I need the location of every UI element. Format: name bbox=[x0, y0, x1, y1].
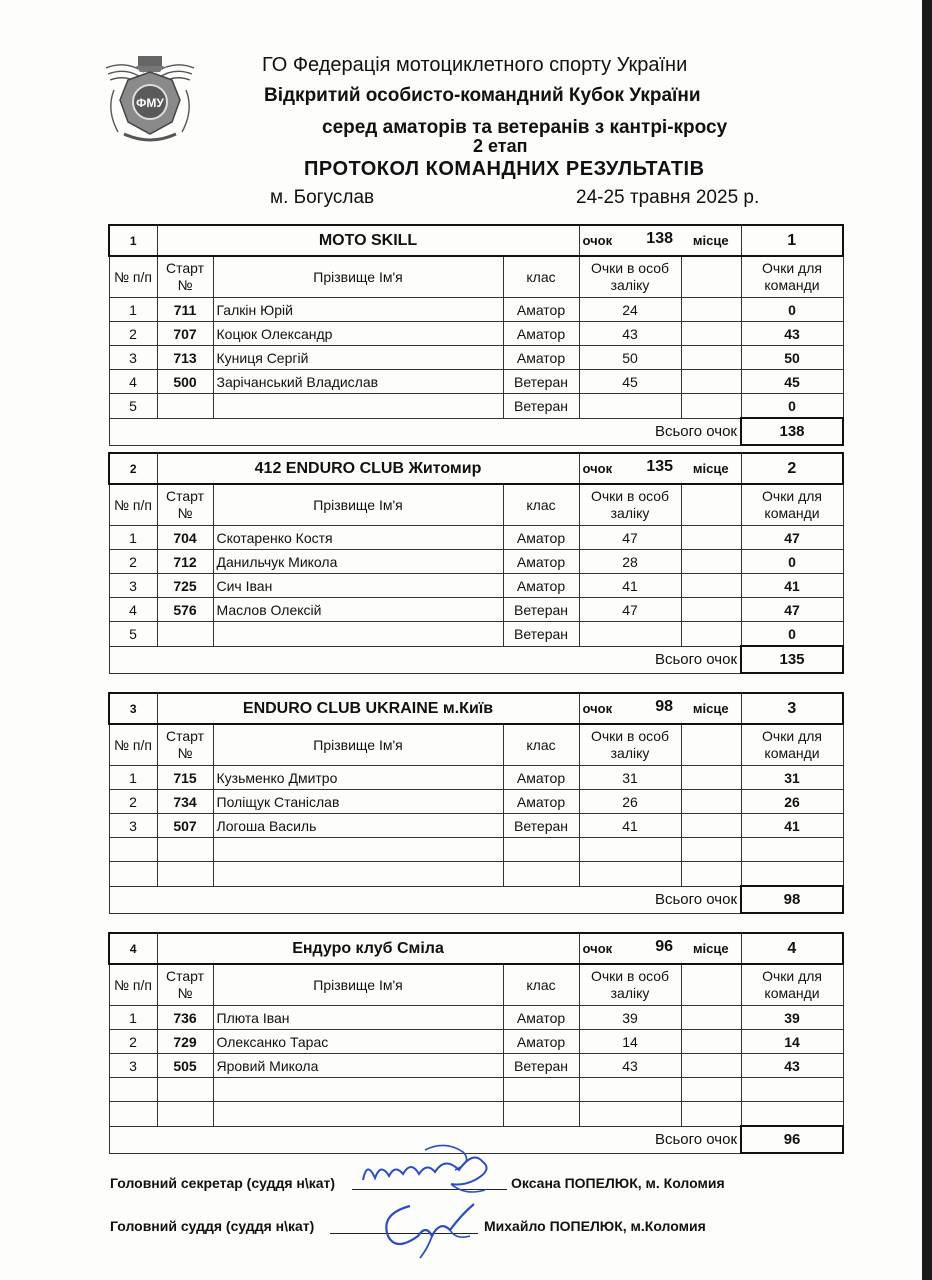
row-number: 1 bbox=[109, 1006, 157, 1030]
team-table bbox=[108, 692, 844, 914]
table-row bbox=[109, 1078, 843, 1102]
points-label: очок bbox=[582, 233, 613, 248]
col-number-header: № п/п bbox=[109, 484, 157, 526]
total-label: Всього очок bbox=[109, 1126, 741, 1153]
start-number: 704 bbox=[157, 526, 213, 550]
start-number: 729 bbox=[157, 1030, 213, 1054]
team-points-cell: 0 bbox=[741, 550, 843, 574]
rider-class: Ветеран bbox=[503, 394, 579, 419]
col-number-header: № п/п bbox=[109, 256, 157, 298]
table-row bbox=[109, 370, 843, 394]
rider-name: Логоша Василь bbox=[213, 814, 503, 838]
col-empty-header bbox=[681, 964, 741, 1006]
rider-class: Ветеран bbox=[503, 598, 579, 622]
team-points-cell bbox=[741, 862, 843, 887]
team-name: 412 ENDURO CLUB Житомир bbox=[157, 453, 579, 484]
individual-points: 47 bbox=[579, 598, 681, 622]
rider-name bbox=[213, 838, 503, 862]
col-class-header: клас bbox=[503, 256, 579, 298]
table-row bbox=[109, 394, 843, 419]
start-number: 712 bbox=[157, 550, 213, 574]
col-empty-header bbox=[681, 256, 741, 298]
row-number: 3 bbox=[109, 814, 157, 838]
empty-cell bbox=[681, 790, 741, 814]
start-number bbox=[157, 1102, 213, 1127]
row-number: 2 bbox=[109, 1030, 157, 1054]
team-points-cell: 14 bbox=[741, 1030, 843, 1054]
rider-name: Скотаренко Костя bbox=[213, 526, 503, 550]
table-row bbox=[109, 814, 843, 838]
individual-points bbox=[579, 1102, 681, 1127]
total-label: Всього очок bbox=[109, 418, 741, 445]
row-number: 2 bbox=[109, 322, 157, 346]
table-row bbox=[109, 766, 843, 790]
col-empty-header bbox=[681, 724, 741, 766]
rider-name: Галкін Юрій bbox=[213, 298, 503, 322]
start-number bbox=[157, 1078, 213, 1102]
start-number: 736 bbox=[157, 1006, 213, 1030]
team-total: 96 bbox=[741, 1126, 843, 1153]
rider-name: Яровий Микола bbox=[213, 1054, 503, 1078]
team-points-cell: 41 bbox=[741, 814, 843, 838]
team-name: Ендуро клуб Сміла bbox=[157, 933, 579, 964]
empty-cell bbox=[681, 622, 741, 647]
team-points-cell: 41 bbox=[741, 574, 843, 598]
team-points-cell: 31 bbox=[741, 766, 843, 790]
row-number: 5 bbox=[109, 622, 157, 647]
team-points-cell: 26 bbox=[741, 790, 843, 814]
rider-class: Ветеран bbox=[503, 1054, 579, 1078]
rider-class: Аматор bbox=[503, 346, 579, 370]
team-points: 96 bbox=[655, 938, 674, 955]
team-points-cell: 0 bbox=[741, 394, 843, 419]
individual-points: 31 bbox=[579, 766, 681, 790]
rider-class: Аматор bbox=[503, 574, 579, 598]
stage-label: 2 етап bbox=[473, 136, 528, 156]
col-name-header: Прізвище Ім'я bbox=[213, 724, 503, 766]
team-name: MOTO SKILL bbox=[157, 225, 579, 256]
team-number: 3 bbox=[109, 693, 157, 724]
rider-class: Ветеран bbox=[503, 814, 579, 838]
rider-class: Аматор bbox=[503, 298, 579, 322]
start-number: 734 bbox=[157, 790, 213, 814]
table-row bbox=[109, 346, 843, 370]
row-number bbox=[109, 1078, 157, 1102]
team-total: 98 bbox=[741, 886, 843, 913]
rider-name: Плюта Іван bbox=[213, 1006, 503, 1030]
col-name-header: Прізвище Ім'я bbox=[213, 484, 503, 526]
rider-class: Аматор bbox=[503, 526, 579, 550]
federation-logo bbox=[100, 50, 200, 146]
start-number bbox=[157, 622, 213, 647]
start-number: 707 bbox=[157, 322, 213, 346]
secretary-name: Оксана ПОПЕЛЮК, м. Коломия bbox=[511, 1175, 725, 1191]
team-place: 2 bbox=[741, 453, 843, 484]
start-number: 576 bbox=[157, 598, 213, 622]
rider-name bbox=[213, 862, 503, 887]
team-points: 98 bbox=[655, 698, 674, 715]
rider-name: Олексанко Тарас bbox=[213, 1030, 503, 1054]
team-points-cell bbox=[741, 838, 843, 862]
empty-cell bbox=[681, 322, 741, 346]
table-row bbox=[109, 298, 843, 322]
empty-cell bbox=[681, 598, 741, 622]
empty-cell bbox=[681, 370, 741, 394]
points-label: очок bbox=[582, 941, 613, 956]
total-label: Всього очок bbox=[109, 646, 741, 673]
empty-cell bbox=[681, 346, 741, 370]
team-points-cell bbox=[741, 1078, 843, 1102]
row-number: 2 bbox=[109, 790, 157, 814]
table-row bbox=[109, 862, 843, 887]
individual-points: 47 bbox=[579, 526, 681, 550]
team-name: ENDURO CLUB UKRAINE м.Київ bbox=[157, 693, 579, 724]
individual-points: 50 bbox=[579, 346, 681, 370]
individual-points: 41 bbox=[579, 574, 681, 598]
empty-cell bbox=[681, 574, 741, 598]
rider-name bbox=[213, 394, 503, 419]
team-number: 4 bbox=[109, 933, 157, 964]
start-number bbox=[157, 394, 213, 419]
team-total: 135 bbox=[741, 646, 843, 673]
empty-cell bbox=[681, 1054, 741, 1078]
team-points-cell: 43 bbox=[741, 1054, 843, 1078]
team-points-cell: 50 bbox=[741, 346, 843, 370]
event-city: м. Богуслав bbox=[270, 187, 375, 208]
rider-name bbox=[213, 1102, 503, 1127]
event-dates: 24-25 травня 2025 р. bbox=[576, 187, 760, 208]
rider-name: Зарічанський Владислав bbox=[213, 370, 503, 394]
rider-class: Аматор bbox=[503, 1030, 579, 1054]
judge-signature bbox=[370, 1196, 490, 1260]
col-class-header: клас bbox=[503, 724, 579, 766]
rider-class: Аматор bbox=[503, 790, 579, 814]
individual-points: 24 bbox=[579, 298, 681, 322]
team-points-cell bbox=[741, 1102, 843, 1127]
start-number: 711 bbox=[157, 298, 213, 322]
team-table bbox=[108, 932, 844, 1154]
org-name: ГО Федерація мотоциклетного спорту України bbox=[262, 54, 688, 76]
start-number bbox=[157, 862, 213, 887]
points-label: очок bbox=[582, 461, 613, 476]
scan-edge bbox=[922, 0, 932, 1280]
team-total: 138 bbox=[741, 418, 843, 445]
col-team-header: Очки для команди bbox=[741, 256, 843, 298]
start-number: 500 bbox=[157, 370, 213, 394]
rider-class: Ветеран bbox=[503, 370, 579, 394]
col-start-header: Старт № bbox=[157, 256, 213, 298]
empty-cell bbox=[681, 526, 741, 550]
team-points-cell: 45 bbox=[741, 370, 843, 394]
row-number: 3 bbox=[109, 1054, 157, 1078]
table-row bbox=[109, 574, 843, 598]
rider-name: Кузьменко Дмитро bbox=[213, 766, 503, 790]
col-number-header: № п/п bbox=[109, 964, 157, 1006]
judge-name: Михайло ПОПЕЛЮК, м.Коломия bbox=[484, 1218, 706, 1234]
individual-points bbox=[579, 1078, 681, 1102]
secretary-signature bbox=[355, 1140, 505, 1202]
empty-cell bbox=[681, 298, 741, 322]
col-start-header: Старт № bbox=[157, 724, 213, 766]
row-number bbox=[109, 1102, 157, 1127]
empty-cell bbox=[681, 766, 741, 790]
col-class-header: клас bbox=[503, 484, 579, 526]
rider-class bbox=[503, 1102, 579, 1127]
team-points: 138 bbox=[646, 230, 673, 247]
rider-class: Аматор bbox=[503, 550, 579, 574]
individual-points: 26 bbox=[579, 790, 681, 814]
table-row bbox=[109, 550, 843, 574]
table-row bbox=[109, 322, 843, 346]
col-start-header: Старт № bbox=[157, 484, 213, 526]
rider-class: Аматор bbox=[503, 322, 579, 346]
rider-name: Поліщук Станіслав bbox=[213, 790, 503, 814]
col-indiv-header: Очки в особ заліку bbox=[579, 256, 681, 298]
table-row bbox=[109, 838, 843, 862]
col-name-header: Прізвище Ім'я bbox=[213, 964, 503, 1006]
table-row bbox=[109, 622, 843, 647]
empty-cell bbox=[681, 394, 741, 419]
team-points: 135 bbox=[646, 458, 674, 475]
table-row bbox=[109, 526, 843, 550]
team-points-cell: 0 bbox=[741, 298, 843, 322]
col-number-header: № п/п bbox=[109, 724, 157, 766]
col-class-header: клас bbox=[503, 964, 579, 1006]
start-number: 713 bbox=[157, 346, 213, 370]
protocol-title: ПРОТОКОЛ КОМАНДНИХ РЕЗУЛЬТАТІВ bbox=[304, 158, 705, 180]
individual-points bbox=[579, 394, 681, 419]
empty-cell bbox=[681, 814, 741, 838]
rider-class: Аматор bbox=[503, 766, 579, 790]
col-team-header: Очки для команди bbox=[741, 964, 843, 1006]
start-number: 505 bbox=[157, 1054, 213, 1078]
table-row bbox=[109, 790, 843, 814]
table-row bbox=[109, 1030, 843, 1054]
rider-name: Коцюк Олександр bbox=[213, 322, 503, 346]
individual-points bbox=[579, 838, 681, 862]
table-row bbox=[109, 1102, 843, 1127]
team-points-cell: 47 bbox=[741, 526, 843, 550]
team-place: 4 bbox=[741, 933, 843, 964]
col-indiv-header: Очки в особ заліку bbox=[579, 724, 681, 766]
empty-cell bbox=[681, 1006, 741, 1030]
empty-cell bbox=[681, 550, 741, 574]
col-indiv-header: Очки в особ заліку bbox=[579, 964, 681, 1006]
place-label: місце bbox=[681, 693, 741, 724]
col-team-header: Очки для команди bbox=[741, 484, 843, 526]
team-place: 3 bbox=[741, 693, 843, 724]
start-number bbox=[157, 838, 213, 862]
place-label: місце bbox=[681, 225, 741, 256]
row-number bbox=[109, 838, 157, 862]
cup-title: Відкритий особисто-командний Кубок України bbox=[264, 85, 701, 106]
team-number: 2 bbox=[109, 453, 157, 484]
empty-cell bbox=[681, 1030, 741, 1054]
row-number: 1 bbox=[109, 298, 157, 322]
rider-class: Ветеран bbox=[503, 622, 579, 647]
col-start-header: Старт № bbox=[157, 964, 213, 1006]
individual-points: 43 bbox=[579, 322, 681, 346]
logo-text: ФМУ bbox=[136, 96, 164, 110]
place-label: місце bbox=[681, 933, 741, 964]
table-row bbox=[109, 1006, 843, 1030]
individual-points: 41 bbox=[579, 814, 681, 838]
cup-subtitle: серед аматорів та ветеранів з кантрі-кросу bbox=[322, 117, 728, 138]
team-table bbox=[108, 452, 844, 674]
empty-cell bbox=[681, 1078, 741, 1102]
individual-points: 28 bbox=[579, 550, 681, 574]
rider-name bbox=[213, 622, 503, 647]
col-indiv-header: Очки в особ заліку bbox=[579, 484, 681, 526]
individual-points bbox=[579, 622, 681, 647]
row-number: 2 bbox=[109, 550, 157, 574]
row-number bbox=[109, 862, 157, 887]
row-number: 1 bbox=[109, 526, 157, 550]
team-points-cell: 0 bbox=[741, 622, 843, 647]
judge-label: Головний суддя (суддя н\кат) bbox=[110, 1218, 315, 1234]
rider-class: Аматор bbox=[503, 1006, 579, 1030]
start-number: 507 bbox=[157, 814, 213, 838]
row-number: 1 bbox=[109, 766, 157, 790]
start-number: 715 bbox=[157, 766, 213, 790]
start-number: 725 bbox=[157, 574, 213, 598]
individual-points bbox=[579, 862, 681, 887]
points-label: очок bbox=[582, 701, 613, 716]
individual-points: 45 bbox=[579, 370, 681, 394]
table-row bbox=[109, 598, 843, 622]
rider-name bbox=[213, 1078, 503, 1102]
rider-name: Куниця Сергій bbox=[213, 346, 503, 370]
empty-cell bbox=[681, 1102, 741, 1127]
team-number: 1 bbox=[109, 225, 157, 256]
row-number: 4 bbox=[109, 370, 157, 394]
rider-name: Сич Іван bbox=[213, 574, 503, 598]
rider-class bbox=[503, 838, 579, 862]
individual-points: 14 bbox=[579, 1030, 681, 1054]
individual-points: 39 bbox=[579, 1006, 681, 1030]
rider-name: Данильчук Микола bbox=[213, 550, 503, 574]
col-empty-header bbox=[681, 484, 741, 526]
col-team-header: Очки для команди bbox=[741, 724, 843, 766]
rider-class bbox=[503, 1078, 579, 1102]
empty-cell bbox=[681, 862, 741, 887]
team-points-cell: 47 bbox=[741, 598, 843, 622]
team-table bbox=[108, 224, 844, 446]
row-number: 4 bbox=[109, 598, 157, 622]
secretary-label: Головний секретар (суддя н\кат) bbox=[110, 1175, 336, 1191]
row-number: 3 bbox=[109, 574, 157, 598]
empty-cell bbox=[681, 838, 741, 862]
total-label: Всього очок bbox=[109, 886, 741, 913]
rider-class bbox=[503, 862, 579, 887]
team-points-cell: 39 bbox=[741, 1006, 843, 1030]
team-points-cell: 43 bbox=[741, 322, 843, 346]
place-label: місце bbox=[681, 453, 741, 484]
row-number: 3 bbox=[109, 346, 157, 370]
col-name-header: Прізвище Ім'я bbox=[213, 256, 503, 298]
rider-name: Маслов Олексій bbox=[213, 598, 503, 622]
individual-points: 43 bbox=[579, 1054, 681, 1078]
table-row bbox=[109, 1054, 843, 1078]
team-place: 1 bbox=[741, 225, 843, 256]
row-number: 5 bbox=[109, 394, 157, 419]
